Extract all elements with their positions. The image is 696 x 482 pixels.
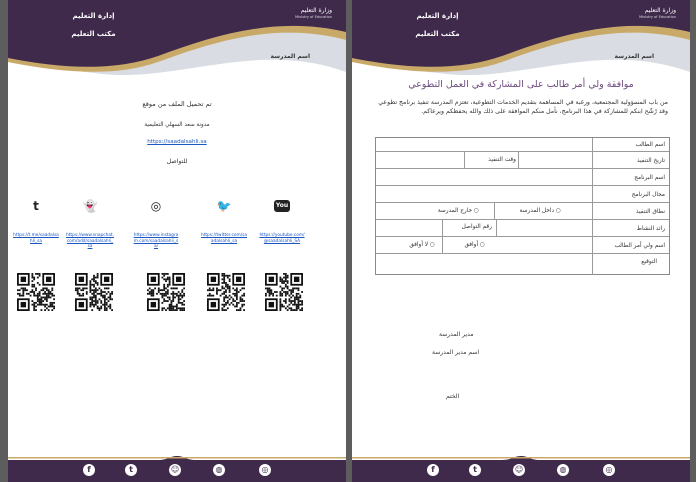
snapchat-icon[interactable]: ☺ [170,465,180,474]
intro-paragraph: من باب المسؤولية المجتمعية، ورغبة في المساهمة بتقديم الخدمات التطوعية، تعتزم المدرسة تنفيذ برنامج تطوعي وقد رُشّح ابنكم للمشاركة في هذا البرنامج، نأمل منكم الموافقة على ذلك والله يحفظكم ويرعاكم. [378,99,668,115]
snapchat-icon[interactable]: ☺ [514,465,524,474]
school-name: اسم المدرسة [270,53,310,60]
tumblr-icon: t [33,199,39,213]
qr-code-twitter[interactable] [207,273,245,311]
social-instagram[interactable] [132,197,180,250]
disagree-option[interactable]: ○ لا أوافق [409,242,435,248]
social-tumblr[interactable] [12,197,60,244]
right-page [352,0,690,482]
contact-label: للتواصل [166,158,188,165]
social-snapchat[interactable] [66,197,114,250]
ministry-logo: وزارة التعليم Ministry of Education [639,7,676,19]
education-office-pill: مكتب التعليم [45,28,142,41]
ministry-logo: وزارة التعليم Ministry of Education [295,7,332,19]
page-header [8,0,346,80]
social-url[interactable]: https://www.snapchat.com/add/saadalsahli_sa [66,233,115,249]
education-admin-pill: إدارة التعليم [389,10,486,23]
exec-time-label: وقت التنفيذ [488,157,516,163]
globe-icon[interactable]: ◍ [213,464,225,476]
qr-code-instagram[interactable] [147,273,185,311]
contact-number-label: رقم التواصل [461,224,492,230]
social-url[interactable]: https://twitter.com/saadalsahli_sa [200,233,248,244]
stamp-label: الختم [446,393,460,400]
instagram-icon[interactable]: ◎ [603,464,615,476]
agree-option[interactable]: ○ أوافق [464,242,485,248]
outside-school-option[interactable]: ○ خارج المدرسة [437,208,479,214]
facebook-icon[interactable]: f [427,464,439,476]
principal-name: اسم مدير المدرسة [432,349,480,356]
social-url[interactable]: https://t.me/saadalsahli_sa [13,233,59,244]
facebook-icon[interactable]: f [83,464,95,476]
activity-leader-label: رائد النشاط [636,226,665,232]
inside-school-option[interactable]: ○ داخل المدرسة [519,208,561,214]
instagram-icon[interactable]: ◎ [259,464,271,476]
education-admin-pill: إدارة التعليم [45,10,142,23]
exec-scope-label: نطاق التنفيذ [635,209,665,215]
form-title: موافقة ولي أمر طالب على المشاركة في العمل التطوعي [408,79,634,90]
consent-form-table [375,137,670,275]
qr-code-tumblr[interactable] [17,273,55,311]
page-footer [352,456,690,482]
twitter-icon[interactable]: t [125,464,137,476]
page-header [352,0,690,80]
guardian-name-label: اسم ولي أمر الطالب [614,243,665,249]
education-office-pill: مكتب التعليم [389,28,486,41]
social-url[interactable]: https://www.instagram.com/saadalsahli_sa/ [133,233,179,249]
program-name-label: اسم البرنامج [634,175,665,181]
school-name: اسم المدرسة [614,53,654,60]
downloaded-from-text: تم تحميل الملف من موقع [142,100,212,108]
blog-name: مدونة سعد السهلي التعليمية [144,122,210,128]
exec-date-label: تاريخ التنفيذ [637,158,665,164]
globe-icon[interactable]: ◍ [557,464,569,476]
snapchat-icon: 👻 [82,199,98,213]
student-name-label: اسم الطالب [635,142,665,148]
social-twitter[interactable] [200,197,248,244]
site-url-link[interactable]: https://saadalsahli.sa [147,139,207,145]
twitter-icon: 🐦 [216,199,232,213]
program-field-label: مجال البرنامج [631,192,665,198]
youtube-icon: You [274,200,290,212]
qr-code-youtube[interactable] [265,273,303,311]
qr-code-snapchat[interactable] [75,273,113,311]
instagram-icon: ◎ [150,199,162,213]
page-footer [8,456,346,482]
principal-label: مدير المدرسة [439,331,474,338]
left-page [8,0,346,482]
signature-label: التوقيع [641,259,657,265]
social-youtube[interactable] [258,197,306,244]
twitter-icon[interactable]: t [469,464,481,476]
social-url[interactable]: https://youtube.com/@saadalsahli_SA [259,233,305,244]
